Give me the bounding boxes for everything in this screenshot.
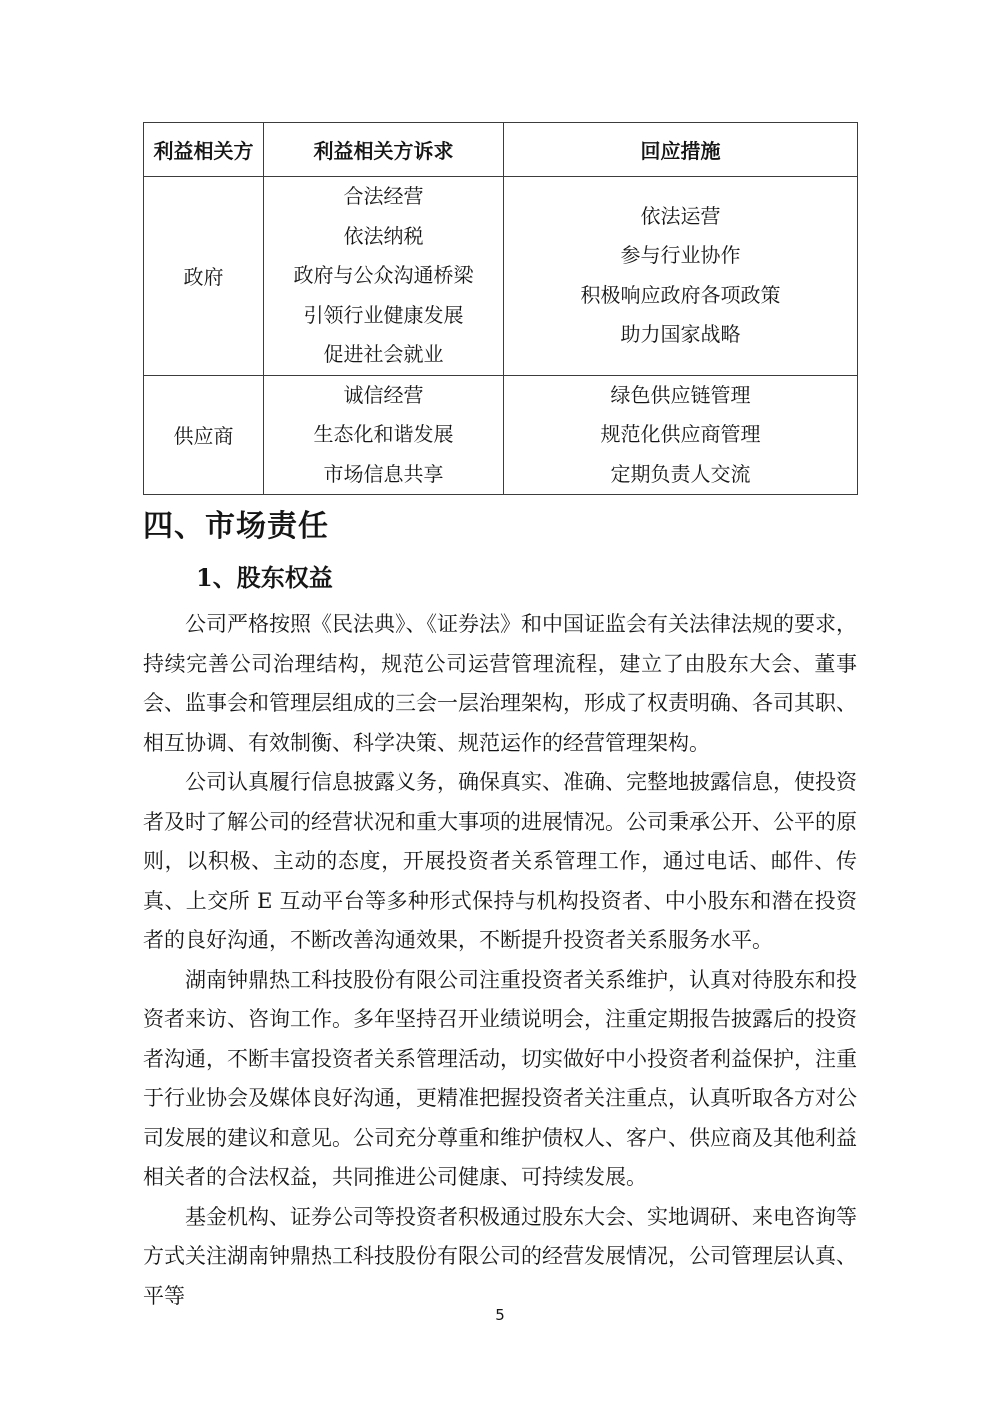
- table-cell-line: 政府与公众沟通桥梁: [293, 263, 474, 287]
- table-cell-line: 合法经营: [343, 184, 424, 208]
- table-cell-line: 依法纳税: [343, 223, 424, 248]
- stakeholder-table: [143, 122, 858, 495]
- demands-cell: [264, 177, 504, 376]
- subsection-heading: 1、股东权益: [196, 563, 333, 592]
- table-cell-line: 诚信经营: [343, 382, 424, 407]
- table-cell-line: 参与行业协作: [620, 243, 741, 268]
- table-cell-line: 依法运营: [640, 203, 721, 228]
- table-cell-line: 助力国家战略: [620, 322, 741, 347]
- responses-cell: [504, 177, 858, 376]
- table-row-supplier: [144, 375, 858, 495]
- body-paragraph: 公司严格按照《民法典》、《证券法》和中国证监会有关法律法规的要求，持续完善公司治理结构，规范公司运营管理流程，建立了由股东大会、董事会、监事会和管理层组成的三会一层治理架构，形成了权责明确、各司其职、相互协调、有效制衡、科学决策、规范运作的经营管理架构。: [143, 612, 857, 755]
- header-stakeholder: 利益相关方: [144, 123, 264, 177]
- section-heading: 四、市场责任: [143, 509, 329, 544]
- table-header-row: [144, 123, 858, 177]
- body-paragraph: 基金机构、证券公司等投资者积极通过股东大会、实地调研、来电咨询等方式关注湖南钟鼎热工科技股份有限公司的经营发展情况，公司管理层认真、平等: [143, 1204, 857, 1308]
- demands-cell: [264, 375, 504, 495]
- table-cell-line: 市场信息共享: [323, 461, 444, 486]
- table-cell-line: 积极响应政府各项政策: [580, 282, 781, 307]
- table-cell-line: 规范化供应商管理: [600, 422, 761, 446]
- table-cell-line: 定期负责人交流: [610, 461, 751, 486]
- table-cell-line: 生态化和谐发展: [313, 422, 454, 446]
- table-cell-line: 绿色供应链管理: [610, 382, 751, 407]
- table-row-government: [144, 177, 858, 376]
- stakeholder-cell: 政府: [144, 177, 264, 376]
- table-cell-line: 引领行业健康发展: [303, 302, 464, 327]
- body-paragraph: 公司认真履行信息披露义务，确保真实、准确、完整地披露信息，使投资者及时了解公司的经营状况和重大事项的进展情况。公司秉承公开、公平的原则，以积极、主动的态度，开展投资者关系管理工作，通过电话、邮件、传真、上交所 E 互动平台等多种形式保持与机构投资者、中小股东和潜在投资者的良好沟通，不断改善沟通效果，不断提升投资者关系服务水平。: [143, 770, 857, 952]
- responses-cell: [504, 375, 858, 495]
- header-responses: 回应措施: [504, 123, 858, 177]
- body-paragraph: 湖南钟鼎热工科技股份有限公司注重投资者关系维护，认真对待股东和投资者来访、咨询工作。多年坚持召开业绩说明会，注重定期报告披露后的投资者沟通，不断丰富投资者关系管理活动，切实做好中小投资者利益保护，注重于行业协会及媒体良好沟通，更精准把握投资者关注重点，认真听取各方对公司发展的建议和意见。公司充分尊重和维护债权人、客户、供应商及其他利益相关者的合法权益，共同推进公司健康、可持续发展。: [143, 967, 857, 1189]
- body-text: [143, 605, 857, 1316]
- page-content: [143, 122, 857, 1316]
- page-number: 5: [495, 1306, 505, 1324]
- header-demands: 利益相关方诉求: [264, 123, 504, 177]
- table-cell-line: 促进社会就业: [323, 342, 444, 366]
- stakeholder-cell: 供应商: [144, 375, 264, 495]
